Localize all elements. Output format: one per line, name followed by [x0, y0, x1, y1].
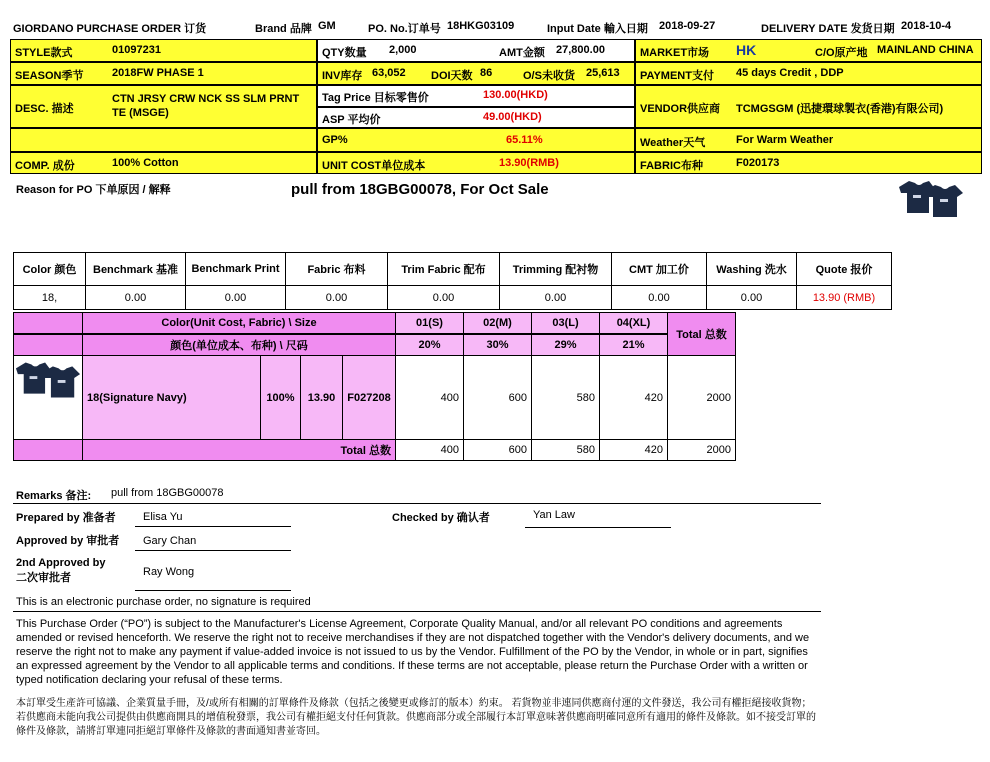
doi-label: DOI天数 [431, 70, 473, 82]
totals-xl: 420 [599, 439, 668, 461]
composition-label: COMP. 成份 [15, 160, 75, 172]
bm-header-cmt: CMT 加工价 [612, 253, 707, 286]
desc-cell [10, 85, 317, 128]
bm-value-trim-fabric: 0.00 [388, 286, 500, 310]
fabric-cell [635, 152, 982, 174]
approved-signature-line [135, 550, 291, 551]
size-header-blank-1 [13, 312, 83, 334]
bm-header-benchmark-print: Benchmark Print [186, 253, 286, 286]
tag-price-label: Tag Price 目标零售价 [322, 92, 429, 104]
input-date-label: Input Date 輸入日期 [547, 23, 648, 35]
bm-header-fabric: Fabric 布料 [286, 253, 388, 286]
divider-terms [13, 611, 821, 612]
size-ratio-m: 30% [463, 334, 532, 356]
prepared-signature-line [135, 526, 291, 527]
empty-cell [10, 128, 317, 152]
asp-value: 49.00(HKD) [483, 111, 542, 123]
row-fabric: F027208 [342, 355, 396, 440]
checked-label: Checked by 确认者 [392, 512, 490, 524]
prepared-value: Elisa Yu [143, 511, 183, 523]
gp-cell [317, 128, 635, 152]
inv-label: INV库存 [322, 70, 363, 82]
vendor-value: TCMGSGM (迅捷環球製衣(香港)有限公司) [736, 103, 944, 115]
gp-value: 65.11% [506, 134, 543, 146]
doi-value: 86 [480, 67, 493, 79]
size-header-blank-2 [13, 334, 83, 356]
weather-label: Weather天气 [640, 137, 706, 149]
origin-label: C/O原产地 [815, 47, 868, 59]
qty-cell [317, 39, 635, 62]
unit-cost-cell [317, 152, 635, 174]
delivery-date-label: DELIVERY DATE 发货日期 [761, 23, 895, 35]
qty-value: 2,000 [389, 44, 417, 56]
season-label: SEASON季节 [15, 70, 84, 82]
weather-value: For Warm Weather [736, 134, 834, 146]
bm-header-benchmark: Benchmark 基准 [86, 253, 186, 286]
style-cell [10, 39, 317, 62]
desc-label: DESC. 描述 [15, 103, 74, 115]
totals-l: 580 [531, 439, 600, 461]
size-header-cn: 颜色(单位成本、布种) \ 尺码 [82, 334, 396, 356]
checked-signature-line [525, 527, 671, 528]
page-title: GIORDANO PURCHASE ORDER 订货 [13, 23, 207, 35]
amt-value: 27,800.00 [556, 44, 605, 56]
bm-value-quote: 13.90 (RMB) [797, 286, 892, 310]
size-ratio-l: 29% [531, 334, 600, 356]
benchmark-table [13, 252, 892, 310]
reason-value: pull from 18GBG00078, For Oct Sale [291, 181, 549, 198]
qty-label: QTY数量 [322, 47, 367, 59]
row-image-cell [13, 355, 83, 440]
inv-value: 63,052 [372, 67, 406, 79]
totals-s: 400 [395, 439, 464, 461]
brand-label: Brand 品牌 [255, 23, 312, 35]
input-date-value: 2018-09-27 [659, 20, 716, 32]
bm-value-trimming: 0.00 [500, 286, 612, 310]
row-cost: 13.90 [300, 355, 343, 440]
origin-value: MAINLAND CHINA [877, 44, 974, 56]
approved-label: Approved by 审批者 [16, 535, 120, 547]
tag-price-cell [317, 85, 635, 107]
approved2-label-en: 2nd Approved by [16, 557, 106, 569]
totals-m: 600 [463, 439, 532, 461]
po-number-value: 18HKG03109 [447, 20, 515, 32]
prepared-label: Prepared by 准备者 [16, 512, 116, 524]
composition-cell [10, 152, 317, 174]
bm-header-trimming: Trimming 配衬物 [500, 253, 612, 286]
market-label: MARKET市场 [640, 47, 710, 59]
approved-value: Gary Chan [143, 535, 197, 547]
tag-price-value: 130.00(HKD) [483, 89, 548, 101]
fabric-label: FABRIC布种 [640, 160, 703, 172]
style-label: STYLE款式 [15, 47, 73, 59]
totals-blank [13, 439, 83, 461]
row-percent: 100% [260, 355, 301, 440]
remarks-label: Remarks 备注: [16, 490, 92, 502]
bm-value-benchmark: 0.00 [86, 286, 186, 310]
approved2-label-cn: 二次审批者 [16, 572, 71, 584]
market-value: HK [736, 42, 757, 58]
row-qty-xl: 420 [599, 355, 668, 440]
size-label-l: 03(L) [531, 312, 600, 334]
bm-value-washing: 0.00 [707, 286, 797, 310]
totals-label: Total 总数 [82, 439, 396, 461]
delivery-date-value: 2018-10-4 [901, 20, 952, 32]
terms-english: This Purchase Order (“PO”) is subject to the Manufacturer's License Agreement, Corporate Quality Manual, and/or all relevant PO conditions and agreements amended or revised henceforth. We reserve the right not to receive merchandises if they are not dispatched together with the Vendor's delivery documents, and we reserve the right not to make any payment if value-added invoice is not issued to us by the Vendor. Fulfillment of the PO by the Vendor, in whole or in part, signifies an expressed agreement by the Vendor to all applicable terms and conditions. If these terms are not acceptable, please return the Purchase Order with a written or typed notification declaring your refusal of these terms. [16, 618, 810, 686]
size-label-m: 02(M) [463, 312, 532, 334]
fabric-value: F020173 [736, 157, 780, 169]
bm-header-washing: Washing 洗水 [707, 253, 797, 286]
bm-header-color: Color 颜色 [14, 253, 86, 286]
season-value: 2018FW PHASE 1 [112, 67, 204, 79]
bm-value-fabric: 0.00 [286, 286, 388, 310]
os-label: O/S未收货 [523, 70, 575, 82]
payment-value: 45 days Credit , DDP [736, 67, 844, 79]
os-value: 25,613 [586, 67, 620, 79]
product-thumbnail-icon [895, 177, 965, 221]
product-swatch-icon [14, 358, 82, 402]
row-qty-s: 400 [395, 355, 464, 440]
electronic-note: This is an electronic purchase order, no signature is required [16, 596, 311, 608]
totals-grand: 2000 [667, 439, 736, 461]
weather-cell [635, 128, 982, 152]
unit-cost-value: 13.90(RMB) [499, 157, 559, 169]
season-cell [10, 62, 317, 85]
inventory-cell [317, 62, 635, 85]
size-header-total: Total 总数 [667, 312, 736, 356]
unit-cost-label: UNIT COST单位成本 [322, 160, 426, 172]
gp-label: GP% [322, 134, 348, 146]
composition-value: 100% Cotton [112, 157, 179, 169]
approved2-signature-line [135, 590, 291, 591]
row-qty-l: 580 [531, 355, 600, 440]
reason-label: Reason for PO 下单原因 / 解释 [16, 184, 171, 196]
style-value: 01097231 [112, 44, 161, 56]
row-qty-m: 600 [463, 355, 532, 440]
vendor-label: VENDOR供应商 [640, 103, 721, 115]
bm-value-color: 18, [14, 286, 86, 310]
asp-cell [317, 107, 635, 128]
remarks-value: pull from 18GBG00078 [111, 487, 224, 499]
po-number-label: PO. No.订单号 [368, 23, 441, 35]
size-ratio-s: 20% [395, 334, 464, 356]
size-label-xl: 04(XL) [599, 312, 668, 334]
market-cell [635, 39, 982, 62]
asp-label: ASP 平均价 [322, 114, 381, 126]
divider-remarks [13, 503, 821, 504]
amt-label: AMT金额 [499, 47, 545, 59]
payment-label: PAYMENT支付 [640, 70, 714, 82]
row-total: 2000 [667, 355, 736, 440]
bm-value-benchmark-print: 0.00 [186, 286, 286, 310]
bm-header-trim-fabric: Trim Fabric 配布 [388, 253, 500, 286]
size-header-en: Color(Unit Cost, Fabric) \ Size [82, 312, 396, 334]
bm-value-cmt: 0.00 [612, 286, 707, 310]
desc-value: CTN JRSY CRW NCK SS SLM PRNT TE (MSGE) [112, 93, 300, 119]
size-ratio-xl: 21% [599, 334, 668, 356]
size-label-s: 01(S) [395, 312, 464, 334]
row-color: 18(Signature Navy) [82, 355, 261, 440]
terms-chinese: 本訂單受生產許可協議、企業質量手冊，及/或所有相關的訂單條件及條款（包括之後變更或修訂的版本）約束。 若貨物並非連同供應商付運的文件發送，我公司有權拒絕接收貨物；若供應商未能向我公司提供由供應商開具的增值稅發票，我公司有權拒絕支付任何貨款。供應商部分或全部履行本訂單意味著供應商明確同意所有適用的條件及條款。如不接受訂單的條件及條款，請將訂單連同拒絕訂單條件及條款的書面通知書並寄回。 [16, 698, 816, 737]
brand-value: GM [318, 20, 336, 32]
bm-header-quote: Quote 报价 [797, 253, 892, 286]
checked-value: Yan Law [533, 509, 575, 521]
vendor-cell [635, 85, 982, 128]
payment-cell [635, 62, 982, 85]
approved2-value: Ray Wong [143, 566, 195, 578]
